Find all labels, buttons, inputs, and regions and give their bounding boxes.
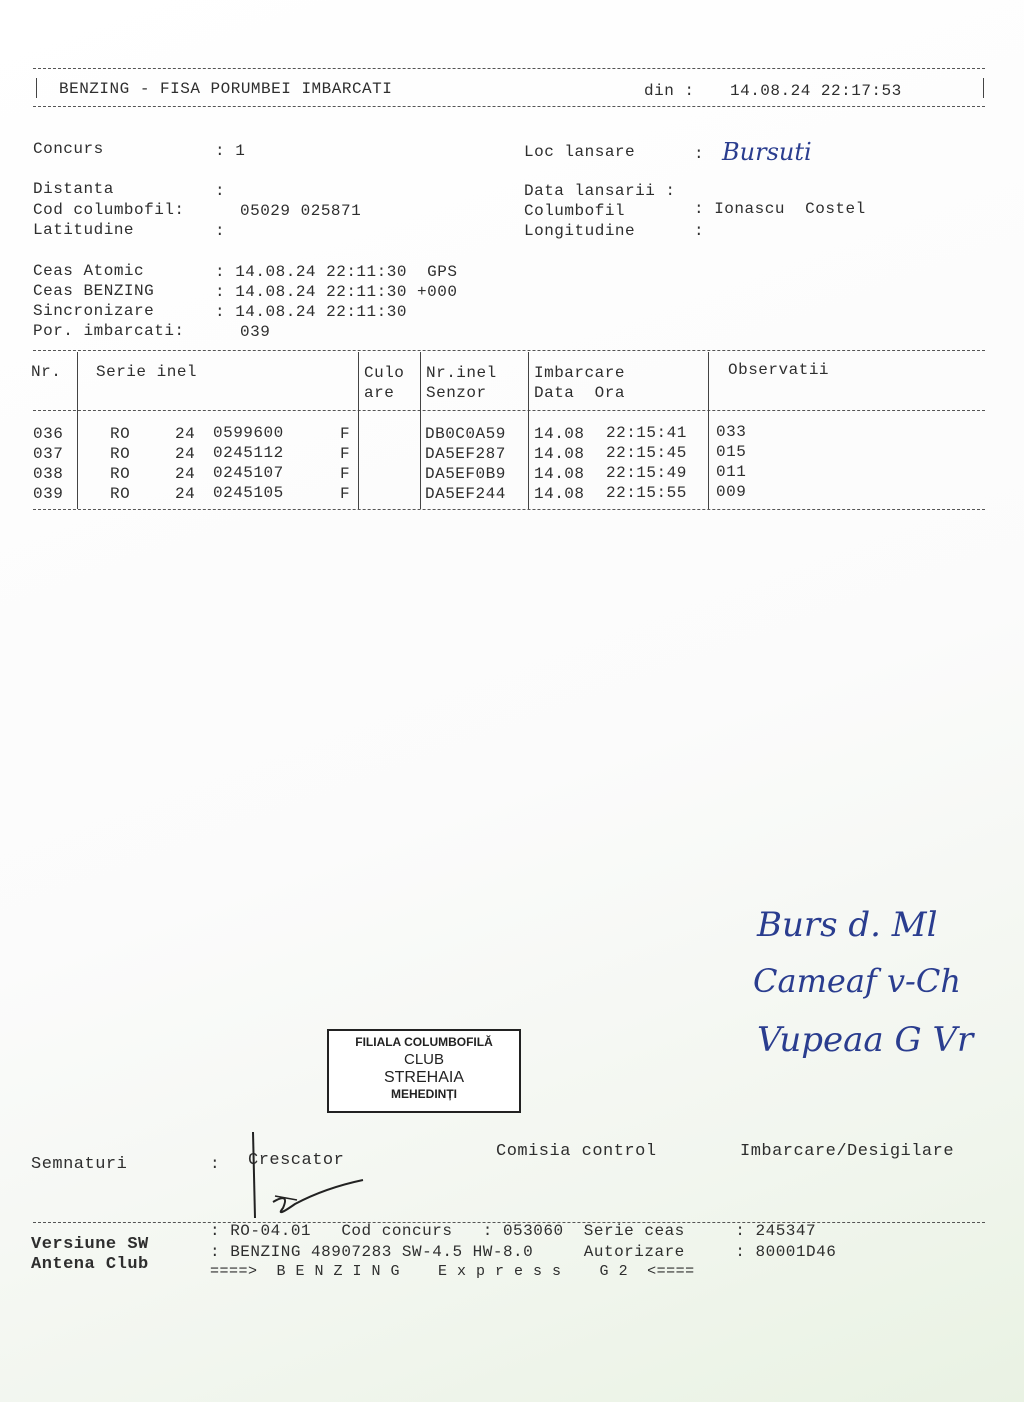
header-bottom-border	[33, 106, 985, 107]
sincronizare-value: : 14.08.24 22:11:30	[215, 303, 407, 321]
row-observatii: 009	[716, 483, 747, 501]
ceas-benzing-label: Ceas BENZING	[33, 282, 155, 300]
row-year: 24	[175, 465, 196, 483]
cod-columbofil-label: Cod columbofil:	[33, 201, 185, 219]
col-divider-2	[358, 352, 359, 509]
handwritten-signature-1: Burs d. Ml	[757, 905, 938, 945]
footer-line-2: : BENZING 48907283 SW-4.5 HW-8.0 Autorizare : 80001D46	[210, 1243, 837, 1261]
header-right-bar	[983, 78, 984, 98]
por-imbarcati-label: Por. imbarcati:	[33, 322, 185, 340]
loc-lansare-label: Loc lansare	[524, 143, 636, 161]
row-ring: 0599600	[213, 424, 284, 442]
table-top-border	[33, 350, 985, 351]
antena-club-label: Antena Club	[31, 1255, 149, 1274]
handwritten-signature-2: Cameaf v-Ch	[753, 962, 961, 1000]
row-year: 24	[175, 445, 196, 463]
versiune-sw-label: Versiune SW	[31, 1235, 149, 1254]
row-ring: 0245105	[213, 484, 284, 502]
latitudine-value: :	[215, 222, 226, 240]
row-year: 24	[175, 485, 196, 503]
stamp-line-3: STREHAIA	[383, 1069, 464, 1086]
row-sex: F	[340, 485, 351, 503]
row-sensor: DA5EF0B9	[425, 465, 506, 483]
row-sensor: DA5EF287	[425, 445, 506, 463]
stamp-line-1: FILIALA COLUMBOFILĂ	[355, 1035, 493, 1049]
breeder-signature	[245, 1130, 375, 1220]
header-imbarcare-1: Imbarcare	[534, 364, 625, 382]
header-date-label: din :	[644, 82, 695, 100]
distanta-label: Distanta	[33, 180, 114, 198]
semnaturi-label: Semnaturi	[31, 1155, 128, 1174]
header-nr-inel-2: Senzor	[426, 384, 487, 402]
row-sex: F	[340, 445, 351, 463]
row-nr: 039	[33, 485, 64, 503]
concurs-label: Concurs	[33, 140, 104, 158]
row-country: RO	[110, 445, 131, 463]
loc-lansare-sep: :	[694, 145, 705, 163]
header-top-border	[33, 68, 985, 69]
row-sensor: DB0C0A59	[425, 425, 506, 443]
row-time: 22:15:55	[606, 484, 687, 502]
latitudine-label: Latitudine	[33, 221, 135, 239]
row-date: 14.08	[534, 425, 585, 443]
row-year: 24	[175, 425, 196, 443]
row-ring: 0245112	[213, 444, 284, 462]
row-ring: 0245107	[213, 464, 284, 482]
row-nr: 036	[33, 425, 64, 443]
header-culoare-2: are	[364, 384, 395, 402]
por-imbarcati-value: 039	[240, 323, 271, 341]
header-imbarcare-2: Data Ora	[534, 384, 625, 402]
row-country: RO	[110, 485, 131, 503]
row-nr: 037	[33, 445, 64, 463]
row-observatii: 033	[716, 423, 747, 441]
club-stamp	[327, 1029, 521, 1113]
sincronizare-label: Sincronizare	[33, 302, 155, 320]
header-left-bar	[36, 78, 37, 98]
row-date: 14.08	[534, 485, 585, 503]
footer-line-1: : RO-04.01 Cod concurs : 053060 Serie ceas : 245347	[210, 1222, 817, 1240]
row-observatii: 011	[716, 463, 747, 481]
header-serie-inel: Serie inel	[96, 363, 198, 381]
crescator-label: Crescator	[248, 1151, 345, 1170]
header-date-value: 14.08.24 22:17:53	[730, 82, 902, 100]
data-lansarii-label: Data lansarii :	[524, 182, 676, 200]
row-observatii: 015	[716, 443, 747, 461]
header-nr-inel-1: Nr.inel	[426, 364, 497, 382]
row-country: RO	[110, 465, 131, 483]
col-divider-1	[77, 352, 78, 509]
row-sex: F	[340, 425, 351, 443]
longitudine-value: :	[694, 222, 705, 240]
row-sensor: DA5EF244	[425, 485, 506, 503]
header-nr: Nr.	[31, 363, 62, 381]
row-country: RO	[110, 425, 131, 443]
table-header-border	[33, 410, 985, 411]
stamp-line-2: CLUB	[403, 1051, 444, 1068]
ceas-atomic-value: : 14.08.24 22:11:30 GPS	[215, 263, 458, 281]
comisia-control-label: Comisia control	[496, 1142, 657, 1161]
ceas-benzing-value: : 14.08.24 22:11:30 +000	[215, 283, 458, 301]
header-title: BENZING - FISA PORUMBEI IMBARCATI	[59, 80, 393, 98]
row-date: 14.08	[534, 445, 585, 463]
col-divider-5	[708, 352, 709, 509]
footer-line-3: ====> B E N Z I N G E x p r e s s G 2 <====	[210, 1263, 695, 1280]
handwritten-signature-3: Vupeaa G Vr	[757, 1020, 974, 1060]
header-culoare-1: Culo	[364, 364, 405, 382]
row-time: 22:15:49	[606, 464, 687, 482]
semnaturi-sep: :	[210, 1155, 221, 1173]
columbofil-label: Columbofil	[524, 202, 626, 220]
row-sex: F	[340, 465, 351, 483]
loc-lansare-handwritten: Bursuti	[722, 138, 812, 166]
longitudine-label: Longitudine	[524, 222, 636, 240]
columbofil-value: : Ionascu Costel	[694, 200, 866, 218]
col-divider-4	[528, 352, 529, 509]
cod-columbofil-value: 05029 025871	[240, 202, 362, 220]
distanta-value: :	[215, 182, 226, 200]
table-bottom-border	[33, 509, 985, 510]
row-date: 14.08	[534, 465, 585, 483]
row-nr: 038	[33, 465, 64, 483]
row-time: 22:15:41	[606, 424, 687, 442]
col-divider-3	[420, 352, 421, 509]
imbarcare-desigilare-label: Imbarcare/Desigilare	[740, 1142, 955, 1161]
row-time: 22:15:45	[606, 444, 687, 462]
header-observatii: Observatii	[728, 361, 830, 379]
ceas-atomic-label: Ceas Atomic	[33, 262, 145, 280]
concurs-value: : 1	[215, 142, 246, 160]
stamp-line-4: MEHEDINȚI	[391, 1087, 457, 1101]
